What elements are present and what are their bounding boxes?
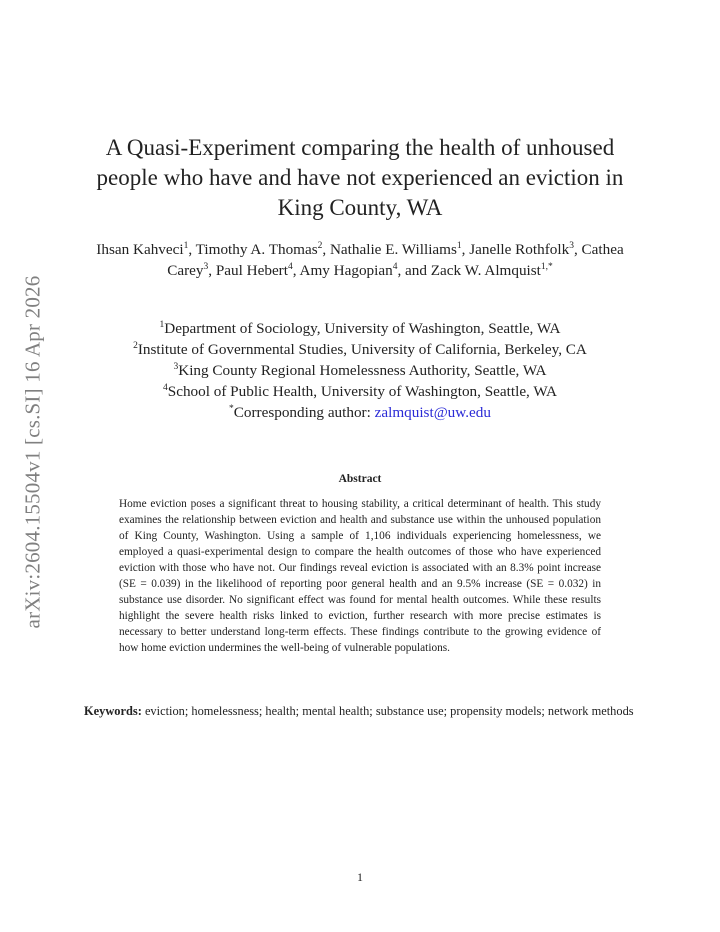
author-affiliation-mark: 2 xyxy=(317,240,323,251)
author-affiliation-mark: 4 xyxy=(392,261,398,272)
corresponding-email-link[interactable]: zalmquist@uw.edu xyxy=(374,404,491,421)
affiliation-text: Department of Sociology, University of Washington, Seattle, WA xyxy=(164,320,561,337)
affiliation-text: School of Public Health, University of Washington, Seattle, WA xyxy=(167,383,557,400)
keywords-text: eviction; homelessness; health; mental health; substance use; propensity models; network methods xyxy=(144,704,634,718)
affiliation-mark: 3 xyxy=(173,361,179,372)
affiliation-line xyxy=(60,318,660,339)
author-affiliation-mark: 1,* xyxy=(540,261,553,272)
keywords-paragraph xyxy=(84,703,636,720)
author-name: Ihsan Kahveci xyxy=(96,241,184,258)
affiliation-mark: 1 xyxy=(159,319,165,330)
author-affiliation-mark: 3 xyxy=(203,261,209,272)
affiliation-line xyxy=(60,339,660,360)
arxiv-identifier-stamp: arXiv:2604.15504v1 [cs.SI] 16 Apr 2026 xyxy=(20,275,45,629)
author-name: Timothy A. Thomas xyxy=(195,241,318,258)
corresponding-label: Corresponding author: xyxy=(233,404,371,421)
affiliation-text: Institute of Governmental Studies, University of California, Berkeley, CA xyxy=(137,341,587,358)
corresponding-mark: * xyxy=(229,403,234,414)
affiliation-line xyxy=(60,360,660,381)
author-affiliation-mark: 1 xyxy=(456,240,462,251)
author-name: Paul Hebert xyxy=(215,262,288,279)
paper-title: A Quasi-Experiment comparing the health of unhoused people who have and have not experienced an eviction in King County, WA xyxy=(96,135,624,220)
author-name: Zack W. Almquist xyxy=(430,262,541,279)
author-name: Cathea Carey xyxy=(167,241,624,279)
keywords-label: Keywords: xyxy=(84,704,142,718)
author-affiliation-mark: 1 xyxy=(183,240,189,251)
corresponding-author-line xyxy=(60,402,660,423)
author-list: Ihsan Kahveci$^1$, Timothy A. Thomas$^2$, Nathalie E. Williams$^1$, Janelle Rothfolk$^3$, Cathea Carey$^3$, Paul Hebert$^4$, Amy Hagopian$^4$, and Zack W. Almquist$^{1,*}$ xyxy=(96,240,624,279)
author-affiliation-mark: 3 xyxy=(569,240,574,251)
page-number: 1 xyxy=(357,870,363,884)
author-affiliation-mark: 4 xyxy=(287,261,293,272)
affiliation-text: King County Regional Homelessness Authority, Seattle, WA xyxy=(178,362,547,379)
affiliation-list xyxy=(60,318,660,423)
abstract-text: Home eviction poses a significant threat to housing stability, a critical determinant of health. This study examines the relationship between eviction and health and substance use within the unhoused population of King County, Washington. Using a sample of 1,106 individuals experiencing homelessness, we employed a quasi-experimental design to compare the health outcomes of those who have experienced eviction with those who have not. Our findings reveal eviction is associated with an 8.3% point increase (SE = 0.039) in the likelihood of reporting poor general health and an 9.5% increase (SE = 0.032) in substance use disorder. No significant effect was found for mental health outcomes. While these results highlight the severe health risks linked to eviction, further research with more precise estimates is necessary to better understand long-term effects. These findings contribute to the growing evidence of how home eviction undermines the well-being of vulnerable populations. xyxy=(119,498,601,654)
author-conjunction: and xyxy=(405,262,427,279)
affiliation-mark: 2 xyxy=(133,340,138,351)
abstract-heading: Abstract xyxy=(338,473,382,485)
author-name: Janelle Rothfolk xyxy=(469,241,570,258)
author-name: Amy Hagopian xyxy=(299,262,393,279)
affiliation-mark: 4 xyxy=(163,382,168,393)
affiliation-line xyxy=(60,381,660,402)
author-name: Nathalie E. Williams xyxy=(329,241,457,258)
